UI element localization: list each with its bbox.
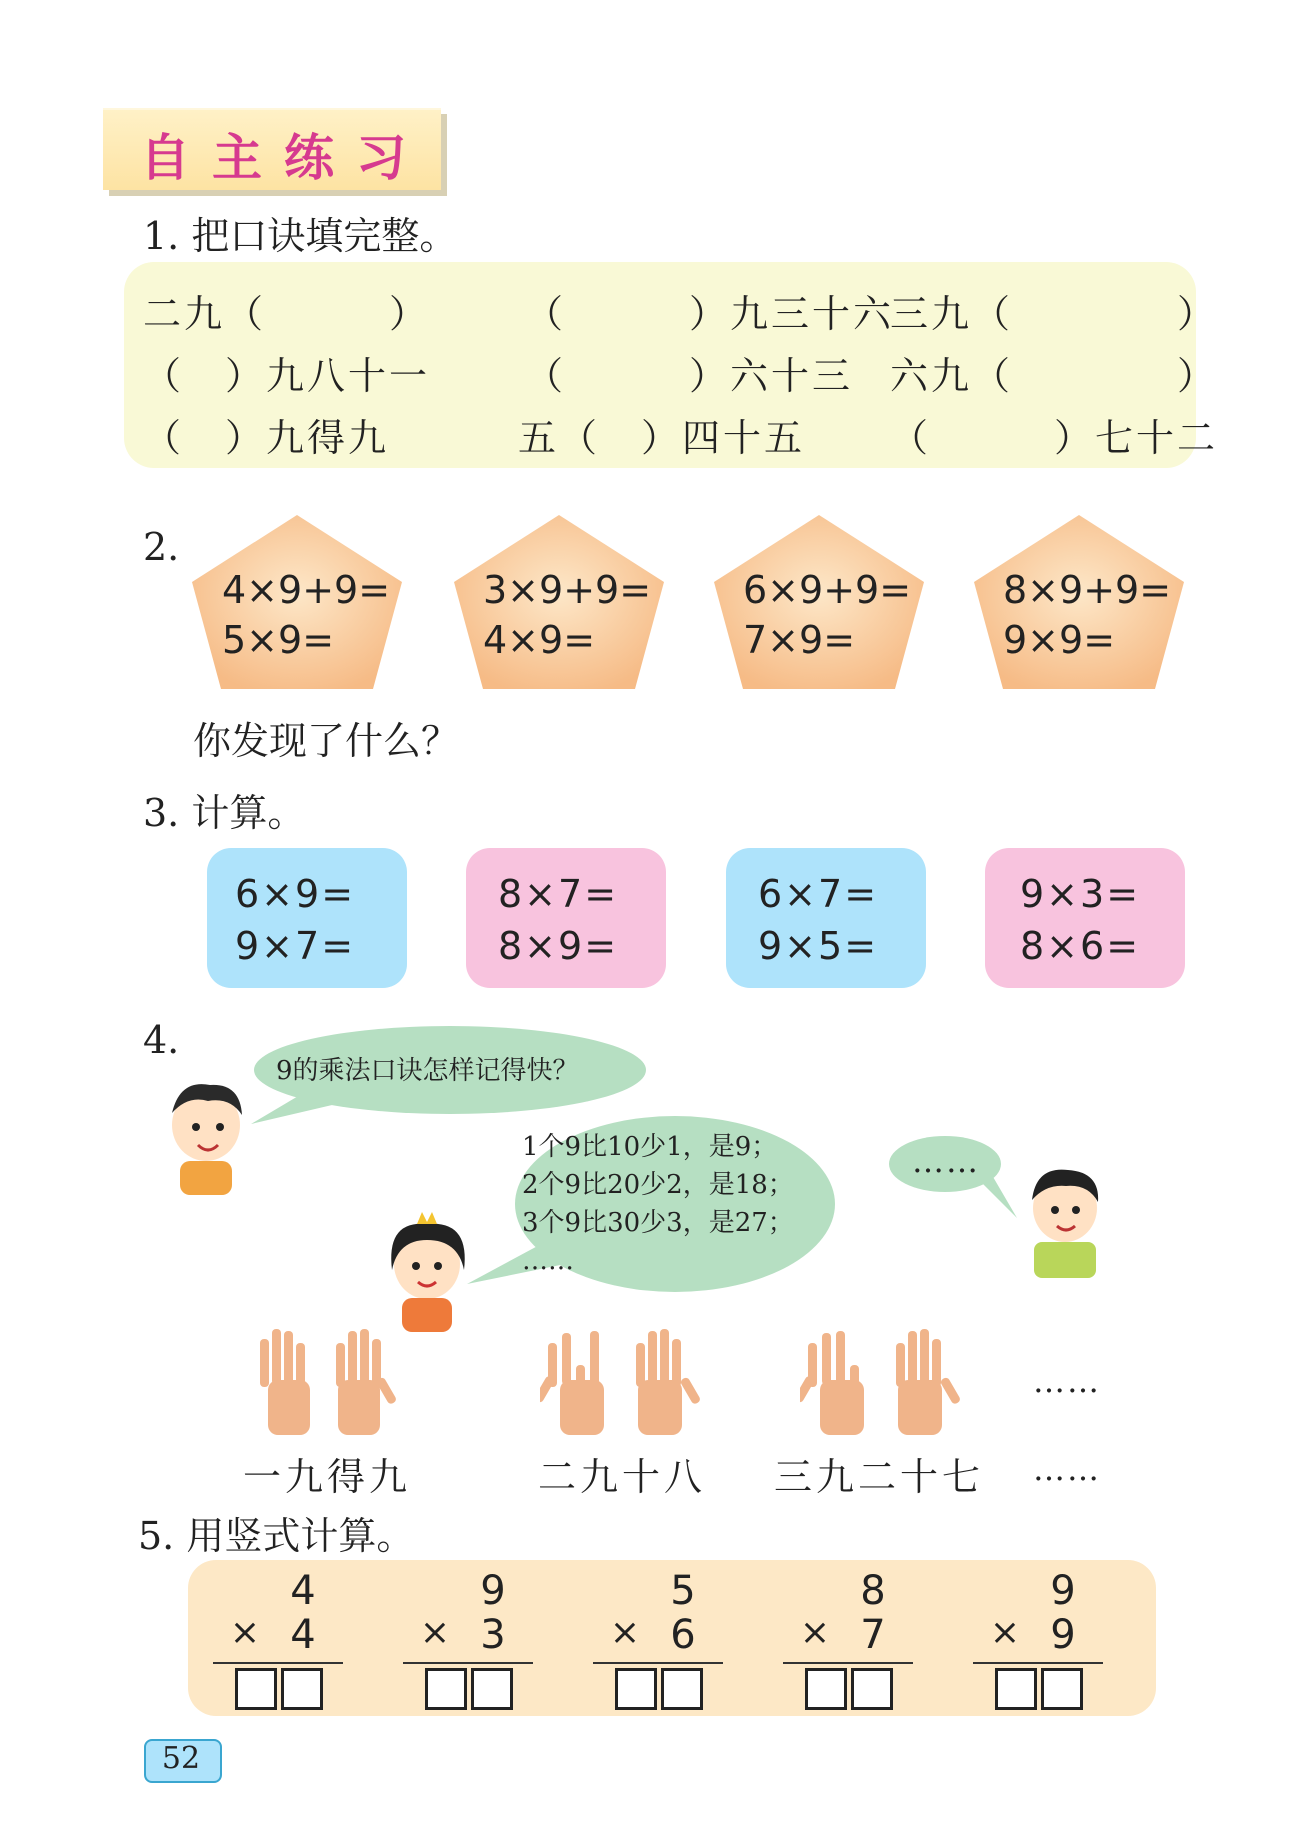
answer-box[interactable]: [995, 1668, 1037, 1710]
multiplicand: 8: [860, 1568, 886, 1614]
q1-item: （ ）九三十六: [525, 292, 895, 336]
speech-bubble-text: ……: [912, 1142, 980, 1180]
multiplicand: 4: [290, 1568, 316, 1614]
section-title: 自主练习: [140, 129, 428, 187]
answer-box[interactable]: [281, 1668, 323, 1710]
multiplicand: 9: [1050, 1568, 1076, 1614]
calc-box: [466, 848, 666, 988]
q4-heading: 4.: [143, 1018, 180, 1062]
q1-heading: 1. 把口诀填完整。: [143, 214, 458, 258]
boy-character-icon: [150, 1075, 260, 1195]
calc-line: 8×7=: [498, 872, 619, 916]
vertical-multiplication: [783, 1568, 913, 1708]
girl-character-icon: [372, 1210, 482, 1335]
answer-box[interactable]: [805, 1668, 847, 1710]
pentagon-expression: [1003, 565, 1171, 665]
expr-line: 8×9+9=: [1003, 568, 1172, 612]
multiplier: 6: [670, 1612, 696, 1658]
answer-line: [973, 1662, 1103, 1664]
answer-line: [783, 1662, 913, 1664]
q1-item: （ ）九八十一: [143, 354, 431, 398]
pentagon-expression: [743, 565, 911, 665]
times-sign: ×: [799, 1612, 831, 1653]
calc-line: 9×3=: [1020, 872, 1141, 916]
rhyme-text: 二九十八: [538, 1455, 707, 1499]
answer-box[interactable]: [851, 1668, 893, 1710]
rhyme-text: 三九二十七: [774, 1455, 985, 1499]
answer-box[interactable]: [425, 1668, 467, 1710]
vertical-multiplication: [213, 1568, 343, 1708]
continuation-dots: ……: [1033, 1362, 1101, 1400]
pentagon-expression: [222, 565, 390, 665]
speech-bubble-text: 1个9比10少1，是9； 2个9比20少2，是18； 3个9比30少3，是27； ……: [522, 1132, 794, 1276]
expr-line: 9×9=: [1003, 618, 1116, 662]
expr-line: 6×9+9=: [743, 568, 912, 612]
answer-line: [593, 1662, 723, 1664]
q1-item: 六九（ ）: [890, 354, 1219, 398]
q1-item: 二九（ ）: [143, 292, 431, 336]
hands-icon: [800, 1325, 965, 1435]
speech-bubble-text: 9的乘法口诀怎样记得快？: [276, 1056, 579, 1086]
calc-line: 9×5=: [758, 924, 879, 968]
calc-box: [207, 848, 407, 988]
hands-icon: [540, 1325, 705, 1435]
multiplicand: 5: [670, 1568, 696, 1614]
q5-heading: 5. 用竖式计算。: [138, 1514, 415, 1558]
q2-heading: 2.: [143, 525, 180, 569]
answer-box[interactable]: [235, 1668, 277, 1710]
q1-item: 五（ ）四十五: [518, 416, 806, 460]
answer-line: [403, 1662, 533, 1664]
calc-box: [726, 848, 926, 988]
answer-box[interactable]: [1041, 1668, 1083, 1710]
calc-line: 8×9=: [498, 924, 619, 968]
q1-item: 三九（ ）: [890, 292, 1219, 336]
calc-line: 6×7=: [758, 872, 879, 916]
multiplier: 7: [860, 1612, 886, 1658]
times-sign: ×: [609, 1612, 641, 1653]
expr-line: 4×9=: [483, 618, 596, 662]
vertical-multiplication: [593, 1568, 723, 1708]
calc-line: 8×6=: [1020, 924, 1141, 968]
multiplier: 4: [290, 1612, 316, 1658]
q3-heading: 3. 计算。: [143, 791, 306, 835]
expr-line: 7×9=: [743, 618, 856, 662]
hands-icon: [250, 1325, 400, 1435]
multiplicand: 9: [480, 1568, 506, 1614]
answer-line: [213, 1662, 343, 1664]
answer-box[interactable]: [615, 1668, 657, 1710]
page-number: 52: [161, 1741, 201, 1776]
pentagon-expression: [483, 565, 651, 665]
boy-character-icon: [1010, 1158, 1120, 1278]
calc-line: 6×9=: [235, 872, 356, 916]
multiplier: 3: [480, 1612, 506, 1658]
continuation-dots: ……: [1033, 1450, 1101, 1488]
answer-box[interactable]: [471, 1668, 513, 1710]
multiplier: 9: [1050, 1612, 1076, 1658]
q1-item: （ ）九得九: [143, 416, 390, 460]
rhyme-text: 一九得九: [243, 1455, 412, 1499]
expr-line: 5×9=: [222, 618, 335, 662]
vertical-multiplication: [973, 1568, 1103, 1708]
q2-question: 你发现了什么？: [193, 719, 460, 763]
calc-line: 9×7=: [235, 924, 356, 968]
q1-item: （ ）七十二: [890, 416, 1219, 460]
q1-item: （ ）六十三: [525, 354, 854, 398]
times-sign: ×: [419, 1612, 451, 1653]
expr-line: 3×9+9=: [483, 568, 652, 612]
times-sign: ×: [229, 1612, 261, 1653]
answer-box[interactable]: [661, 1668, 703, 1710]
vertical-multiplication: [403, 1568, 533, 1708]
times-sign: ×: [989, 1612, 1021, 1653]
calc-box: [985, 848, 1185, 988]
expr-line: 4×9+9=: [222, 568, 391, 612]
